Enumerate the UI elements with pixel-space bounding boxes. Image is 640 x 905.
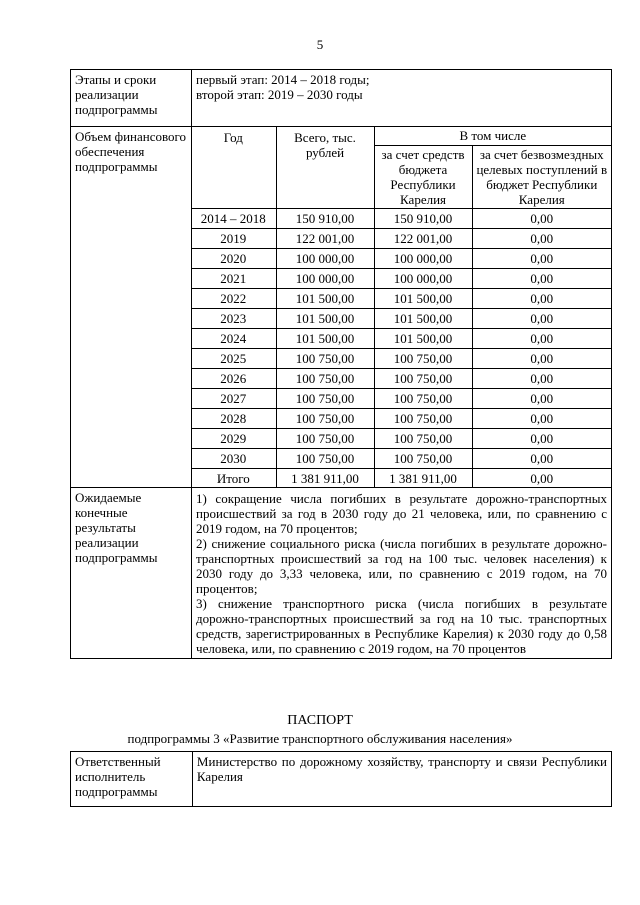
stages-label: Этапы и сроки реализации подпрограммы	[71, 70, 192, 127]
cell-year: 2019	[191, 229, 276, 249]
results-label: Ожидаемые конечные результаты реализации подпрограммы	[71, 488, 192, 659]
cell-total: 101 500,00	[276, 309, 374, 329]
stage-first: первый этап: 2014 – 2018 годы;	[196, 72, 370, 87]
finance-row-13	[191, 469, 611, 489]
page-number: 5	[316, 37, 324, 52]
executor-row	[71, 752, 612, 807]
cell-gratuitous: 0,00	[472, 209, 611, 229]
cell-total: 100 750,00	[276, 429, 374, 449]
cell-total: 100 000,00	[276, 249, 374, 269]
col-gratuitous-header: за счет безвозмездных целевых поступлений в бюджет Республики Карелия	[472, 146, 611, 209]
finance-row-1	[191, 229, 611, 249]
cell-budget: 101 500,00	[374, 309, 472, 329]
passport-title: ПАСПОРТ	[287, 713, 353, 728]
cell-budget: 100 750,00	[374, 429, 472, 449]
cell-year: 2028	[191, 409, 276, 429]
finance-table	[191, 126, 611, 488]
cell-total: 1 381 911,00	[276, 469, 374, 489]
cell-budget: 150 910,00	[374, 209, 472, 229]
cell-gratuitous: 0,00	[472, 429, 611, 449]
cell-budget: 1 381 911,00	[374, 469, 472, 489]
finance-label: Объем финансового обеспечения подпрограммы	[71, 127, 192, 488]
cell-gratuitous: 0,00	[472, 389, 611, 409]
cell-budget: 100 000,00	[374, 249, 472, 269]
cell-year: 2020	[191, 249, 276, 269]
cell-gratuitous: 0,00	[472, 289, 611, 309]
cell-gratuitous: 0,00	[472, 309, 611, 329]
cell-total: 150 910,00	[276, 209, 374, 229]
cell-gratuitous: 0,00	[472, 469, 611, 489]
passport-subtitle: подпрограммы 3 «Развитие транспортного обслуживания населения»	[127, 731, 513, 746]
cell-year: 2022	[191, 289, 276, 309]
cell-total: 100 750,00	[276, 349, 374, 369]
cell-total: 100 000,00	[276, 269, 374, 289]
cell-gratuitous: 0,00	[472, 329, 611, 349]
col-including-header: В том числе	[374, 126, 611, 146]
results-value	[192, 488, 612, 659]
col-year-header: Год	[191, 126, 276, 209]
finance-row-11	[191, 429, 611, 449]
cell-budget: 122 001,00	[374, 229, 472, 249]
subprogram-passport-table	[70, 69, 612, 659]
finance-row-4	[191, 289, 611, 309]
finance-row-5	[191, 309, 611, 329]
cell-year: 2027	[191, 389, 276, 409]
finance-row-12	[191, 449, 611, 469]
cell-gratuitous: 0,00	[472, 229, 611, 249]
cell-budget: 100 750,00	[374, 449, 472, 469]
cell-year: 2030	[191, 449, 276, 469]
cell-year: 2014 – 2018	[191, 209, 276, 229]
cell-total: 122 001,00	[276, 229, 374, 249]
finance-row-2	[191, 249, 611, 269]
result-item-1: 1) сокращение числа погибших в результате дорожно-транспортных происшествий за год в 2030 году до 21 человека, или, по сравнению с 2019 годом, на 70 процентов;	[196, 491, 607, 536]
cell-total: 100 750,00	[276, 409, 374, 429]
cell-year: 2029	[191, 429, 276, 449]
stages-value	[192, 70, 612, 127]
cell-gratuitous: 0,00	[472, 269, 611, 289]
cell-year: 2023	[191, 309, 276, 329]
finance-row-10	[191, 409, 611, 429]
cell-year: Итого	[191, 469, 276, 489]
cell-year: 2025	[191, 349, 276, 369]
cell-total: 100 750,00	[276, 449, 374, 469]
cell-gratuitous: 0,00	[472, 449, 611, 469]
executor-value: Министерство по дорожному хозяйству, транспорту и связи Республики Карелия	[192, 752, 611, 807]
cell-budget: 100 750,00	[374, 409, 472, 429]
executor-label: Ответственный исполнитель подпрограммы	[71, 752, 193, 807]
finance-row-0	[191, 209, 611, 229]
result-item-2: 2) снижение социального риска (числа погибших в результате дорожно-транспортных происшествий за год на 100 тыс. человек населения) к 2030 году до 3,33 человека, или, по сравнению с 2019 годом, на 70 процентов;	[196, 536, 607, 596]
cell-budget: 100 000,00	[374, 269, 472, 289]
cell-total: 101 500,00	[276, 289, 374, 309]
cell-total: 101 500,00	[276, 329, 374, 349]
finance-row-7	[191, 349, 611, 369]
finance-row-3	[191, 269, 611, 289]
finance-row-9	[191, 389, 611, 409]
finance-row-6	[191, 329, 611, 349]
result-item-3: 3) снижение транспортного риска (числа погибших в результате дорожно-транспортных происшествий за год на 10 тыс. транспортных средств, зарегистрированных в Республике Карелия) к 2030 году до 0,58 человека, или, по сравнению с 2019 годом, на 70 процентов	[196, 596, 607, 656]
cell-budget: 100 750,00	[374, 389, 472, 409]
cell-budget: 100 750,00	[374, 369, 472, 389]
col-budget-header: за счет средств бюджета Республики Карелия	[374, 146, 472, 209]
finance-row	[71, 127, 612, 488]
cell-year: 2026	[191, 369, 276, 389]
cell-gratuitous: 0,00	[472, 409, 611, 429]
cell-gratuitous: 0,00	[472, 249, 611, 269]
cell-year: 2024	[191, 329, 276, 349]
cell-budget: 101 500,00	[374, 289, 472, 309]
finance-rows	[191, 209, 611, 489]
cell-total: 100 750,00	[276, 369, 374, 389]
cell-total: 100 750,00	[276, 389, 374, 409]
finance-row-8	[191, 369, 611, 389]
cell-budget: 100 750,00	[374, 349, 472, 369]
cell-gratuitous: 0,00	[472, 349, 611, 369]
cell-year: 2021	[191, 269, 276, 289]
cell-budget: 101 500,00	[374, 329, 472, 349]
subprogram3-passport-table	[70, 751, 612, 807]
stages-row	[71, 70, 612, 127]
cell-gratuitous: 0,00	[472, 369, 611, 389]
stage-second: второй этап: 2019 – 2030 годы	[196, 87, 363, 102]
results-row	[71, 488, 612, 659]
col-total-header: Всего, тыс. рублей	[276, 126, 374, 209]
